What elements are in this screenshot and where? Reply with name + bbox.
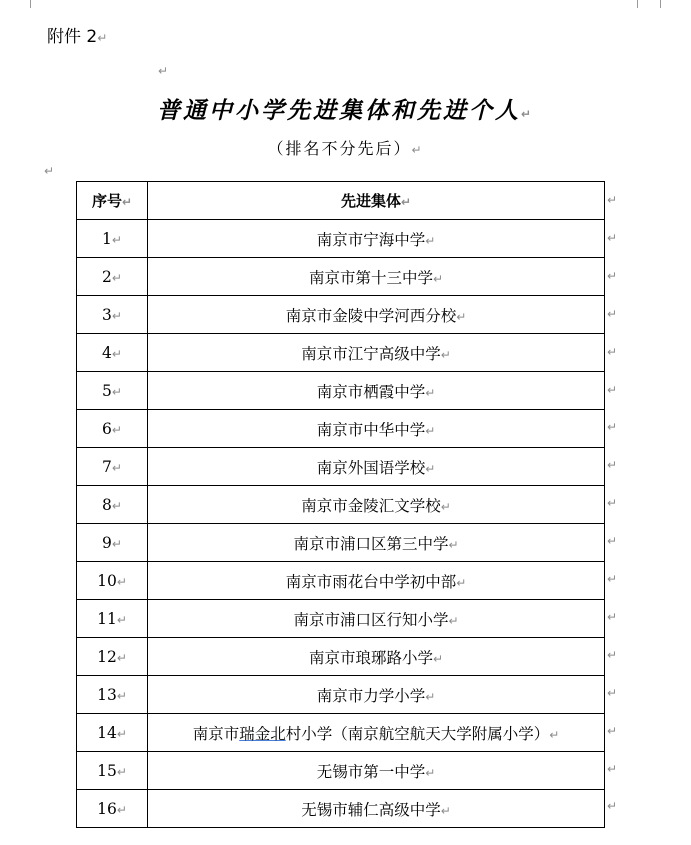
cell-name: 南京市江宁高级中学↵ (148, 334, 605, 372)
table-row (77, 524, 605, 562)
row-end-mark: ↵ (607, 344, 618, 359)
cell-name: 无锡市第一中学↵ (148, 752, 605, 790)
paragraph-mark: ↵ (425, 385, 436, 400)
table-row (77, 714, 605, 752)
paragraph-mark: ↵ (116, 688, 127, 703)
cell-no: 10↵ (77, 562, 148, 600)
paragraph-mark: ↵ (158, 64, 169, 78)
paragraph-mark: ↵ (456, 575, 467, 590)
table-row (77, 448, 605, 486)
paragraph-mark: ↵ (549, 727, 560, 742)
paragraph-mark: ↵ (116, 574, 127, 589)
row-end-mark: ↵ (607, 496, 618, 511)
cell-no: 11↵ (77, 600, 148, 638)
row-end-mark: ↵ (607, 458, 618, 473)
cell-name: 南京市浦口区行知小学↵ (148, 600, 605, 638)
paragraph-mark: ↵ (111, 232, 122, 247)
awards-table (76, 181, 605, 828)
header-no: 序号↵ (77, 182, 148, 220)
row-end-mark: ↵ (607, 647, 618, 662)
cell-no: 14↵ (77, 714, 148, 752)
paragraph-mark: ↵ (440, 347, 451, 362)
paragraph-mark: ↵ (411, 143, 424, 157)
table-row (77, 600, 605, 638)
crop-mark-left (30, 0, 31, 8)
cell-name: 无锡市辅仁高级中学↵ (148, 790, 605, 828)
cell-no: 12↵ (77, 638, 148, 676)
row-end-mark: ↵ (607, 230, 618, 245)
row-end-mark: ↵ (607, 723, 618, 738)
paragraph-mark: ↵ (440, 803, 451, 818)
paragraph-mark: ↵ (111, 308, 122, 323)
paragraph-mark: ↵ (448, 537, 459, 552)
row-end-mark: ↵ (607, 382, 618, 397)
paragraph-mark: ↵ (111, 384, 122, 399)
paragraph-mark: ↵ (111, 460, 122, 475)
cell-no: 16↵ (77, 790, 148, 828)
paragraph-mark: ↵ (111, 536, 122, 551)
table-row (77, 562, 605, 600)
table-row (77, 486, 605, 524)
row-end-mark: ↵ (607, 306, 618, 321)
table-row (77, 676, 605, 714)
paragraph-mark: ↵ (116, 650, 127, 665)
row-end-mark: ↵ (607, 193, 618, 207)
cell-name: 南京市琅琊路小学↵ (148, 638, 605, 676)
paragraph-mark: ↵ (456, 309, 467, 324)
table-row (77, 638, 605, 676)
paragraph-mark: ↵ (111, 498, 122, 513)
cell-name: 南京市金陵中学河西分校↵ (148, 296, 605, 334)
table-row (77, 258, 605, 296)
row-end-mark: ↵ (607, 799, 618, 814)
spellcheck-underline: 瑞金北 (239, 724, 286, 743)
page-title: 普通中小学先进集体和先进个人↵ (156, 97, 535, 124)
paragraph-mark: ↵ (440, 499, 451, 514)
table-row (77, 790, 605, 828)
row-end-mark: ↵ (607, 572, 618, 586)
row-end-mark: ↵ (607, 761, 618, 776)
cell-name: 南京外国语学校↵ (148, 448, 605, 486)
row-end-mark: ↵ (607, 534, 618, 549)
paragraph-mark: ↵ (425, 689, 436, 704)
row-end-mark: ↵ (607, 685, 618, 700)
paragraph-mark: ↵ (111, 270, 122, 285)
table-row (77, 410, 605, 448)
table-row (77, 752, 605, 790)
paragraph-mark: ↵ (116, 764, 127, 779)
paragraph-mark: ↵ (425, 461, 436, 476)
table-row (77, 334, 605, 372)
attachment-label: 附件 2↵ (47, 27, 108, 47)
cell-no: 15↵ (77, 752, 148, 790)
paragraph-mark: ↵ (448, 613, 459, 628)
paragraph-mark: ↵ (116, 612, 127, 627)
cell-name: 南京市力学小学↵ (148, 676, 605, 714)
table-row (77, 296, 605, 334)
paragraph-mark: ↵ (400, 195, 412, 209)
paragraph-mark: ↵ (116, 802, 127, 817)
cell-name: 南京市中华中学↵ (148, 410, 605, 448)
table-row (77, 220, 605, 258)
cell-no: 6↵ (77, 410, 148, 448)
paragraph-mark: ↵ (111, 346, 122, 361)
cell-name: 南京市浦口区第三中学↵ (148, 524, 605, 562)
paragraph-mark: ↵ (116, 726, 127, 741)
paragraph-mark: ↵ (121, 195, 133, 209)
cell-name: 南京市宁海中学↵ (148, 220, 605, 258)
header-name: 先进集体↵ (148, 182, 605, 220)
paragraph-mark: ↵ (425, 233, 436, 248)
cell-name: 南京市瑞金北村小学（南京航空航天大学附属小学）↵ (148, 714, 605, 752)
paragraph-mark: ↵ (520, 107, 535, 121)
cell-no: 3↵ (77, 296, 148, 334)
paragraph-mark: ↵ (425, 423, 436, 438)
paragraph-mark: ↵ (425, 765, 436, 780)
paragraph-mark: ↵ (97, 31, 108, 45)
row-end-mark: ↵ (607, 420, 618, 435)
cell-no: 2↵ (77, 258, 148, 296)
table-row (77, 372, 605, 410)
cell-no: 7↵ (77, 448, 148, 486)
cell-name: 南京市栖霞中学↵ (148, 372, 605, 410)
crop-mark-right-2 (660, 0, 661, 8)
cell-no: 5↵ (77, 372, 148, 410)
paragraph-mark: ↵ (44, 164, 55, 178)
page-subtitle: （排名不分先后）↵ (267, 139, 424, 158)
cell-no: 8↵ (77, 486, 148, 524)
paragraph-mark: ↵ (432, 271, 444, 286)
paragraph-mark: ↵ (432, 651, 444, 666)
cell-no: 13↵ (77, 676, 148, 714)
cell-name: 南京市金陵汇文学校↵ (148, 486, 605, 524)
crop-mark-right (637, 0, 638, 8)
cell-no: 1↵ (77, 220, 148, 258)
table-header-row (77, 182, 605, 220)
row-end-mark: ↵ (607, 268, 618, 283)
cell-no: 9↵ (77, 524, 148, 562)
row-end-mark: ↵ (607, 609, 618, 624)
paragraph-mark: ↵ (111, 422, 122, 437)
cell-name: 南京市第十三中学↵ (148, 258, 605, 296)
cell-no: 4↵ (77, 334, 148, 372)
cell-name: 南京市雨花台中学初中部↵ (148, 562, 605, 600)
